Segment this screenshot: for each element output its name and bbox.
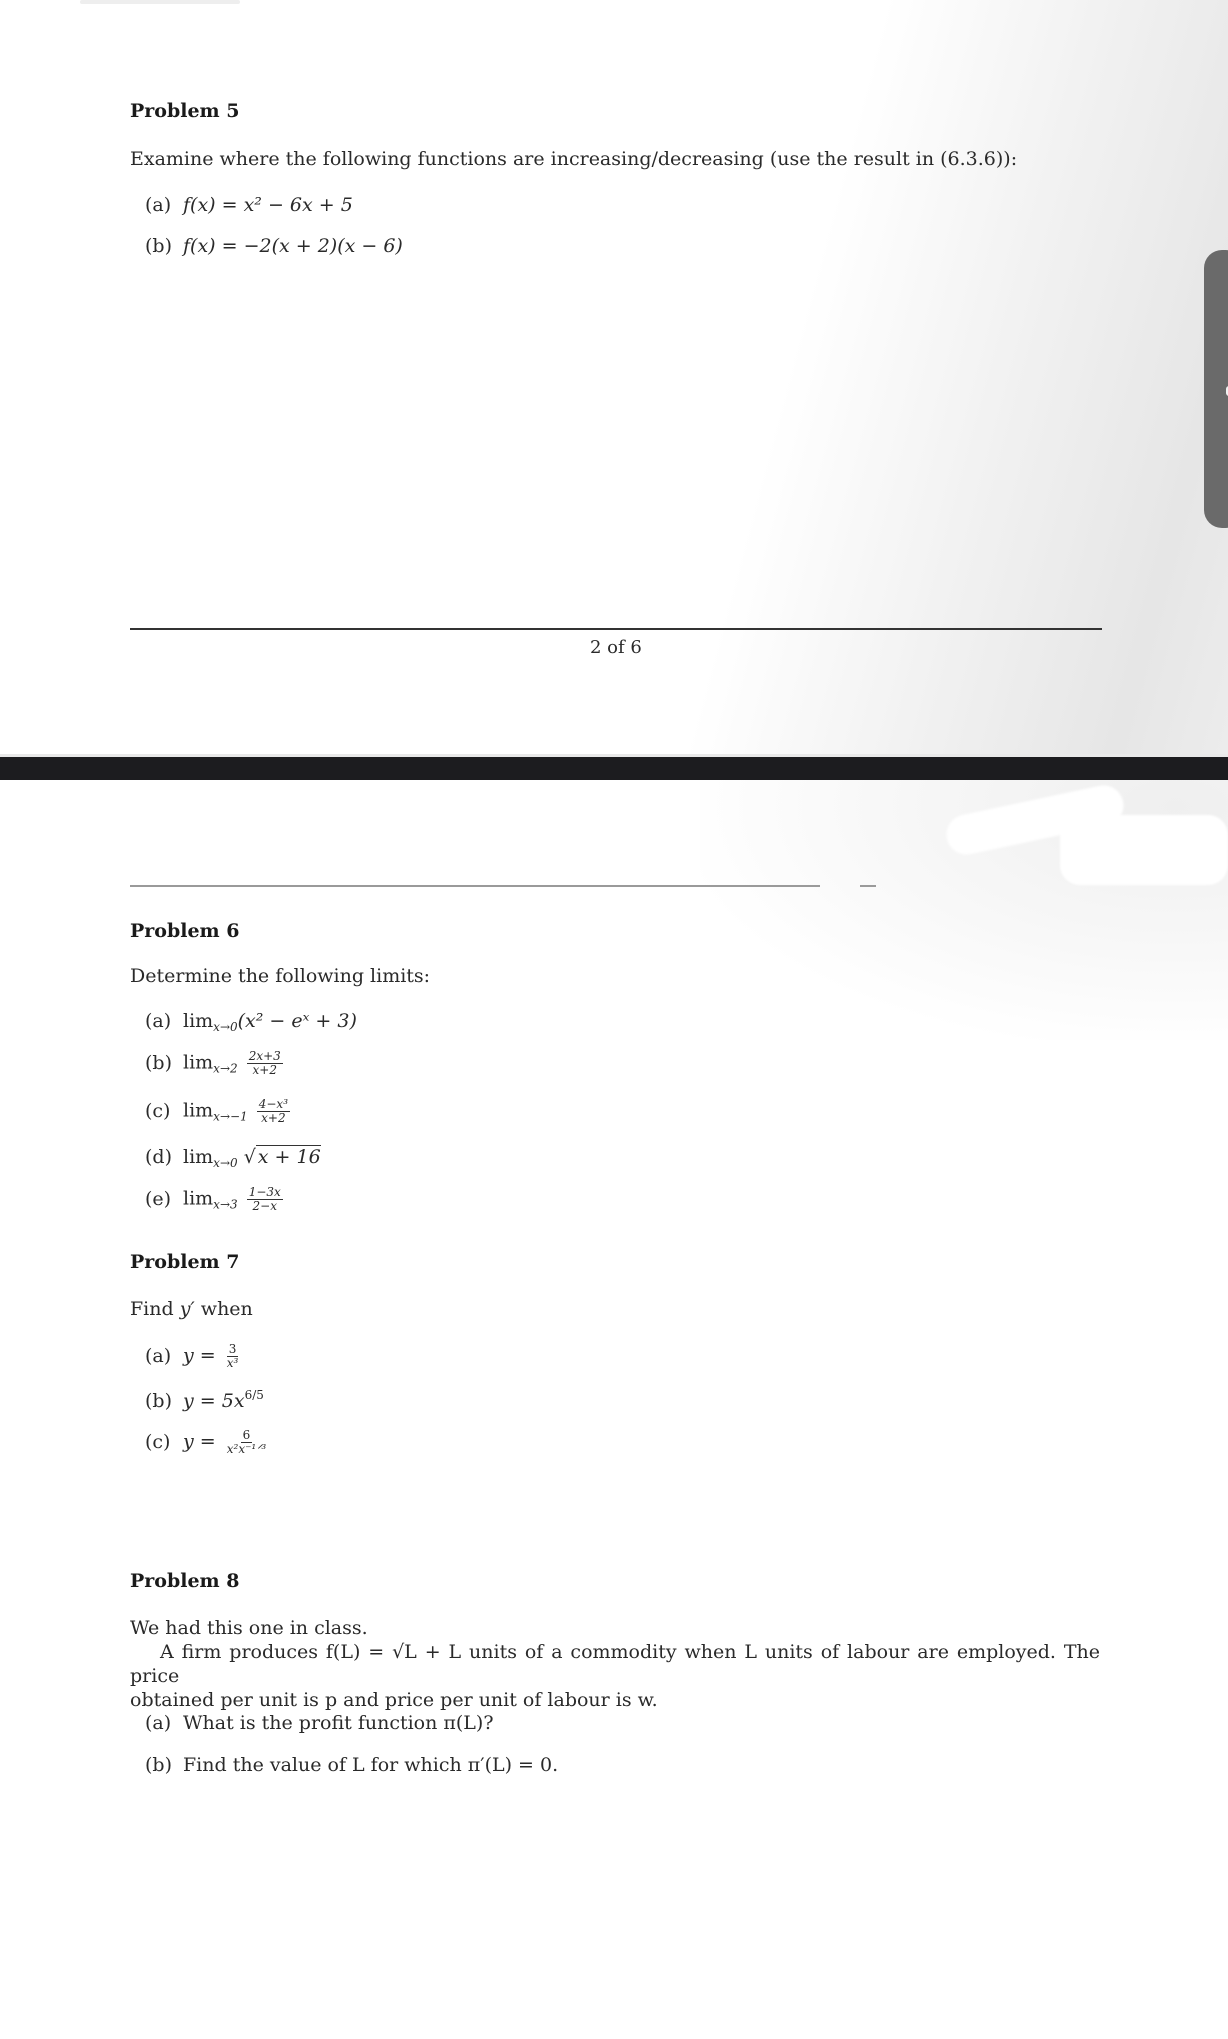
fraction (247, 1050, 283, 1077)
item-expression: f(x) = x² − 6x + 5 (183, 194, 353, 216)
page-indicator: 2 of 6 (590, 637, 642, 658)
lim-operator: lim (183, 1099, 214, 1122)
item-lhs: y = (183, 1430, 216, 1453)
item-label: (b) (145, 235, 172, 257)
problem-6-item-d (145, 1146, 321, 1170)
numerator: 4−x³ (258, 1097, 289, 1111)
item-lhs: y = (183, 1390, 216, 1412)
problem-6-item-e (145, 1186, 286, 1213)
numerator: 6 (242, 1428, 251, 1442)
lim-operator: lim (183, 1187, 214, 1210)
item-label: (a) (145, 1010, 172, 1032)
lim-subscript: x→0 (213, 1020, 238, 1034)
fraction (257, 1098, 290, 1125)
problem-7-item-c (145, 1429, 271, 1456)
problem-8-item-a (145, 1712, 494, 1734)
problem-6-item-c (145, 1098, 293, 1125)
fraction (225, 1343, 241, 1370)
problem-8-line-2: obtained per unit is p and price per unit of labour is w. (130, 1689, 658, 1711)
item-label: (b) (145, 1754, 172, 1776)
item-label: (c) (145, 1430, 171, 1453)
problem-8-intro: We had this one in class. (130, 1617, 368, 1639)
problem-8-title: Problem 8 (130, 1570, 240, 1592)
problem-6-title: Problem 6 (130, 920, 240, 942)
fraction (225, 1429, 268, 1456)
instruction-variable: y′ (179, 1298, 195, 1320)
sqrt-radicand: x + 16 (257, 1146, 321, 1168)
item-expression: (x² − eˣ + 3) (237, 1010, 357, 1032)
item-expression: 5x (221, 1390, 245, 1412)
denominator: x+2 (261, 1111, 286, 1125)
denominator: x+2 (252, 1063, 277, 1077)
problem-8-text: A firm produces f(L) = √L + L units of a commodity when L units of labour are employed. The price (130, 1641, 1100, 1687)
problem-7-item-b (145, 1388, 264, 1412)
problem-5-instruction: Examine where the following functions are increasing/decreasing (use the result in (6.3.6)): (130, 148, 1018, 170)
problem-5-item-a (145, 194, 353, 216)
header-rule (130, 885, 820, 887)
lim-operator: lim (183, 1051, 214, 1074)
header-rule-fragment (860, 885, 876, 887)
top-edge-shadow (80, 0, 240, 4)
lim-subscript: x→2 (213, 1061, 238, 1076)
item-text: Find the value of L for which π′(L) = 0. (183, 1754, 559, 1776)
redaction-scribble (1060, 815, 1228, 885)
denominator: x²x⁻¹ᐟ³ (226, 1442, 267, 1456)
problem-6-item-a (145, 1010, 357, 1034)
problem-8-item-b (145, 1754, 558, 1776)
item-expression: f(x) = −2(x + 2)(x − 6) (183, 235, 403, 257)
problem-6-instruction: Determine the following limits: (130, 965, 431, 987)
item-text: What is the profit function π(L)? (183, 1712, 494, 1734)
page-separator (0, 754, 1228, 780)
item-exponent: 6/5 (244, 1388, 264, 1402)
fraction (247, 1186, 283, 1213)
problem-8-body (130, 1616, 1100, 1712)
problem-8-line-1 (130, 1640, 1100, 1688)
problem-7-instruction (130, 1298, 253, 1320)
footer-rule (130, 628, 1102, 630)
item-label: (b) (145, 1390, 172, 1412)
numerator: 3 (228, 1342, 237, 1356)
item-label: (c) (145, 1099, 171, 1122)
item-label: (e) (145, 1187, 172, 1210)
sqrt-symbol: √ (243, 1146, 256, 1168)
lim-operator: lim (183, 1146, 214, 1168)
numerator: 1−3x (248, 1185, 281, 1199)
lim-operator: lim (183, 1010, 214, 1032)
problem-7-item-a (145, 1343, 243, 1370)
item-label: (a) (145, 1344, 172, 1367)
item-lhs: y = (183, 1344, 216, 1367)
lim-subscript: x→−1 (213, 1109, 248, 1124)
numerator: 2x+3 (248, 1049, 281, 1063)
denominator: 2−x (252, 1199, 277, 1213)
item-label: (a) (145, 194, 172, 216)
lim-subscript: x→0 (213, 1156, 238, 1170)
instruction-text: when (194, 1298, 253, 1320)
item-label: (d) (145, 1146, 172, 1168)
side-handle-tab[interactable] (1204, 250, 1228, 528)
item-label: (b) (145, 1051, 172, 1074)
denominator: x³ (226, 1356, 239, 1370)
problem-5-title: Problem 5 (130, 100, 240, 122)
problem-6-item-b (145, 1050, 286, 1077)
problem-5-item-b (145, 235, 403, 257)
problem-7-title: Problem 7 (130, 1251, 240, 1273)
lim-subscript: x→3 (213, 1197, 238, 1212)
instruction-text: Find (130, 1298, 180, 1320)
item-label: (a) (145, 1712, 172, 1734)
